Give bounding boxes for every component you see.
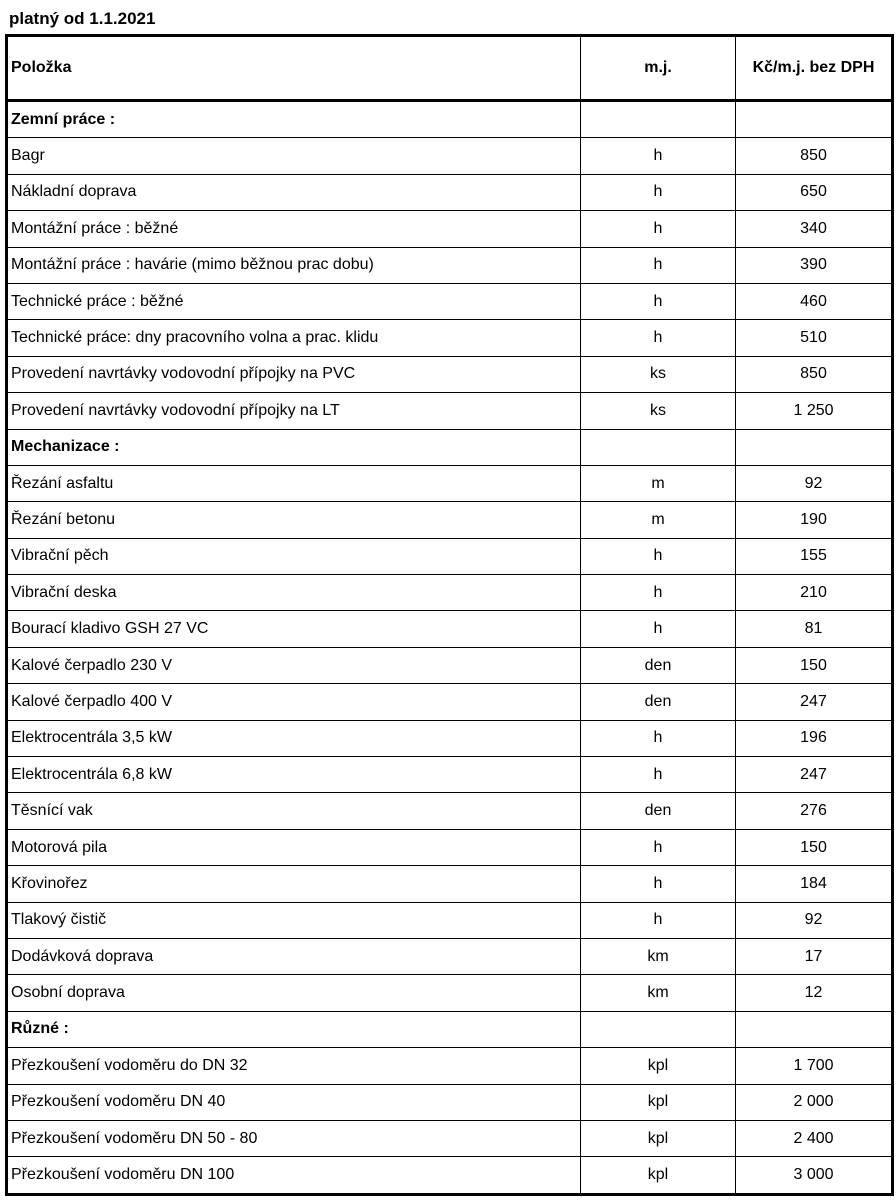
- table-row: [7, 283, 893, 319]
- item-name-cell: Osobní doprava: [7, 975, 581, 1011]
- unit-cell: h: [581, 138, 736, 174]
- price-cell: 92: [736, 902, 893, 938]
- item-name-cell: Řezání betonu: [7, 502, 581, 538]
- unit-cell: m: [581, 465, 736, 501]
- unit-cell: h: [581, 320, 736, 356]
- table-row: [7, 757, 893, 793]
- table-row: [7, 684, 893, 720]
- unit-cell: km: [581, 975, 736, 1011]
- price-cell: [736, 101, 893, 138]
- table-row: [7, 611, 893, 647]
- column-header-price: Kč/m.j. bez DPH: [736, 36, 893, 101]
- item-name-cell: Řezání asfaltu: [7, 465, 581, 501]
- item-name-cell: Přezkoušení vodoměru DN 40: [7, 1084, 581, 1120]
- price-list-table: [5, 34, 894, 1196]
- price-cell: [736, 1011, 893, 1047]
- item-name-cell: Nákladní doprava: [7, 174, 581, 210]
- table-row: [7, 393, 893, 429]
- table-row: [7, 320, 893, 356]
- table-body: [7, 101, 893, 1195]
- item-name-cell: Provedení navrtávky vodovodní přípojky na PVC: [7, 356, 581, 392]
- unit-cell: kpl: [581, 1120, 736, 1156]
- price-cell: 460: [736, 283, 893, 319]
- unit-cell: kpl: [581, 1157, 736, 1194]
- table-row: [7, 647, 893, 683]
- table-row: [7, 720, 893, 756]
- price-cell: 92: [736, 465, 893, 501]
- unit-cell: ks: [581, 393, 736, 429]
- price-cell: 150: [736, 647, 893, 683]
- column-header-item: Položka: [7, 36, 581, 101]
- table-row: [7, 138, 893, 174]
- item-name-cell: Technické práce: dny pracovního volna a prac. klidu: [7, 320, 581, 356]
- item-name-cell: Montážní práce : havárie (mimo běžnou prac dobu): [7, 247, 581, 283]
- table-row: [7, 1084, 893, 1120]
- section-row: [7, 101, 893, 138]
- price-cell: 276: [736, 793, 893, 829]
- section-row: [7, 1011, 893, 1047]
- table-row: [7, 356, 893, 392]
- item-name-cell: Tlakový čistič: [7, 902, 581, 938]
- table-row: [7, 174, 893, 210]
- table-row: [7, 938, 893, 974]
- table-row: [7, 1048, 893, 1084]
- table-row: [7, 538, 893, 574]
- price-cell: 184: [736, 866, 893, 902]
- price-cell: 81: [736, 611, 893, 647]
- unit-cell: h: [581, 575, 736, 611]
- table-row: [7, 502, 893, 538]
- item-name-cell: Dodávková doprava: [7, 938, 581, 974]
- price-cell: 850: [736, 138, 893, 174]
- item-name-cell: Montážní práce : běžné: [7, 211, 581, 247]
- item-name-cell: Bagr: [7, 138, 581, 174]
- price-cell: [736, 429, 893, 465]
- unit-cell: kpl: [581, 1048, 736, 1084]
- section-title: Různé :: [7, 1011, 581, 1047]
- unit-cell: h: [581, 174, 736, 210]
- table-row: [7, 1120, 893, 1156]
- price-cell: 17: [736, 938, 893, 974]
- table-row: [7, 575, 893, 611]
- price-cell: 390: [736, 247, 893, 283]
- table-row: [7, 866, 893, 902]
- price-cell: 155: [736, 538, 893, 574]
- section-title: Mechanizace :: [7, 429, 581, 465]
- price-cell: 1 700: [736, 1048, 893, 1084]
- price-cell: 2 400: [736, 1120, 893, 1156]
- item-name-cell: Elektrocentrála 3,5 kW: [7, 720, 581, 756]
- unit-cell: h: [581, 902, 736, 938]
- unit-cell: h: [581, 611, 736, 647]
- section-title: Zemní práce :: [7, 101, 581, 138]
- unit-cell: [581, 1011, 736, 1047]
- price-cell: 3 000: [736, 1157, 893, 1194]
- item-name-cell: Provedení navrtávky vodovodní přípojky na LT: [7, 393, 581, 429]
- item-name-cell: Vibrační pěch: [7, 538, 581, 574]
- price-cell: 12: [736, 975, 893, 1011]
- unit-cell: [581, 429, 736, 465]
- table-row: [7, 465, 893, 501]
- price-cell: 340: [736, 211, 893, 247]
- unit-cell: den: [581, 647, 736, 683]
- price-cell: 1 250: [736, 393, 893, 429]
- item-name-cell: Přezkoušení vodoměru DN 50 - 80: [7, 1120, 581, 1156]
- price-cell: 196: [736, 720, 893, 756]
- item-name-cell: Bourací kladivo GSH 27 VC: [7, 611, 581, 647]
- unit-cell: den: [581, 684, 736, 720]
- item-name-cell: Motorová pila: [7, 829, 581, 865]
- price-cell: 150: [736, 829, 893, 865]
- price-cell: 210: [736, 575, 893, 611]
- item-name-cell: Elektrocentrála 6,8 kW: [7, 757, 581, 793]
- price-cell: 2 000: [736, 1084, 893, 1120]
- unit-cell: den: [581, 793, 736, 829]
- unit-cell: m: [581, 502, 736, 538]
- price-cell: 510: [736, 320, 893, 356]
- section-row: [7, 429, 893, 465]
- table-row: [7, 793, 893, 829]
- unit-cell: kpl: [581, 1084, 736, 1120]
- table-row: [7, 829, 893, 865]
- table-row: [7, 975, 893, 1011]
- item-name-cell: Přezkoušení vodoměru DN 100: [7, 1157, 581, 1194]
- unit-cell: [581, 101, 736, 138]
- unit-cell: h: [581, 538, 736, 574]
- item-name-cell: Kalové čerpadlo 230 V: [7, 647, 581, 683]
- price-cell: 850: [736, 356, 893, 392]
- unit-cell: h: [581, 829, 736, 865]
- item-name-cell: Vibrační deska: [7, 575, 581, 611]
- unit-cell: ks: [581, 356, 736, 392]
- price-cell: 190: [736, 502, 893, 538]
- price-cell: 247: [736, 684, 893, 720]
- unit-cell: h: [581, 720, 736, 756]
- item-name-cell: Technické práce : běžné: [7, 283, 581, 319]
- item-name-cell: Přezkoušení vodoměru do DN 32: [7, 1048, 581, 1084]
- price-cell: 650: [736, 174, 893, 210]
- table-header-row: [7, 36, 893, 101]
- unit-cell: h: [581, 757, 736, 793]
- valid-from-date: platný od 1.1.2021: [9, 9, 156, 28]
- column-header-unit: m.j.: [581, 36, 736, 101]
- item-name-cell: Těsnící vak: [7, 793, 581, 829]
- unit-cell: km: [581, 938, 736, 974]
- item-name-cell: Kalové čerpadlo 400 V: [7, 684, 581, 720]
- unit-cell: h: [581, 283, 736, 319]
- table-row: [7, 247, 893, 283]
- unit-cell: h: [581, 211, 736, 247]
- unit-cell: h: [581, 866, 736, 902]
- table-row: [7, 1157, 893, 1194]
- unit-cell: h: [581, 247, 736, 283]
- table-row: [7, 902, 893, 938]
- item-name-cell: Křovinořez: [7, 866, 581, 902]
- price-cell: 247: [736, 757, 893, 793]
- table-row: [7, 211, 893, 247]
